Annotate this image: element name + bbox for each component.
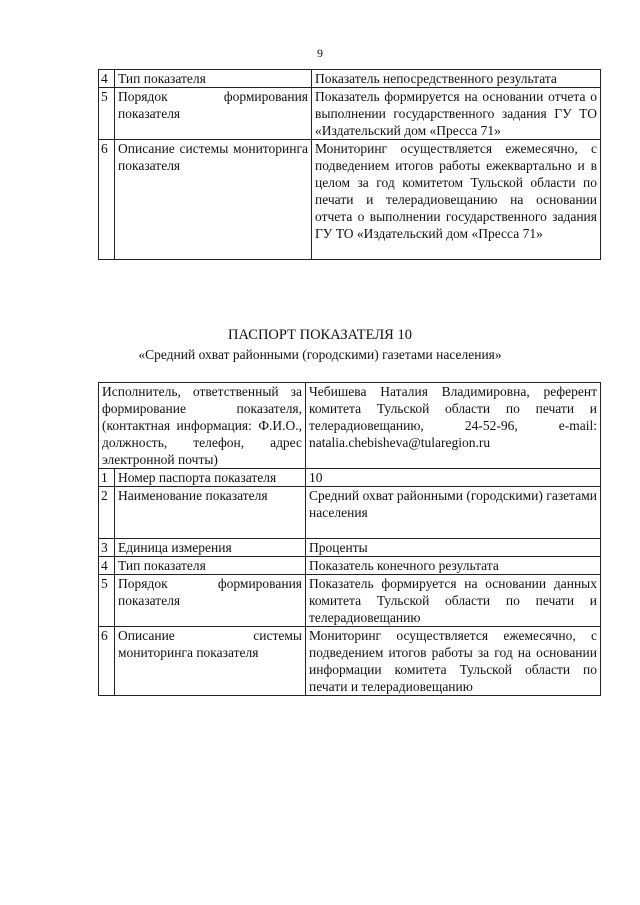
- row-value: Показатель непосредственного результата: [312, 70, 601, 88]
- table-row: [99, 557, 601, 575]
- table-row: [99, 487, 601, 539]
- table-row: [99, 88, 601, 140]
- row-value: Проценты: [306, 539, 601, 557]
- table-row: [99, 575, 601, 627]
- passport-subtitle: «Средний охват районными (городскими) газетами населения»: [138, 347, 502, 362]
- executor-label: Исполнитель, ответственный за формирование показателя, (контактная информация: Ф.И.О., должность, телефон, адрес электронной почты): [99, 383, 306, 469]
- row-value: 10: [306, 469, 601, 487]
- row-value: Показатель формируется на основании отчета о выполнении государственного задания ГУ ТО «Издательский дом «Пресса 71»: [312, 88, 601, 140]
- table-row-header: [99, 383, 601, 469]
- row-number: 4: [99, 70, 115, 88]
- row-value: Показатель формируется на основании данных комитета Тульской области по печати и телерадиовещанию: [306, 575, 601, 627]
- table-row: [99, 469, 601, 487]
- page-number: 9: [317, 46, 323, 60]
- row-number: 1: [99, 469, 115, 487]
- row-number: 5: [99, 88, 115, 140]
- passport-table: [98, 382, 601, 696]
- row-number: 4: [99, 557, 115, 575]
- table-row: [99, 627, 601, 696]
- row-number: 5: [99, 575, 115, 627]
- row-value: Показатель конечного результата: [306, 557, 601, 575]
- row-label: Порядок формирования показателя: [115, 88, 312, 140]
- executor-value: Чебишева Наталия Владимировна, референт комитета Тульской области по печати и телерадиовещанию, 24-52-96, e-mail: natalia.chebisheva@tularegion.ru: [306, 383, 601, 469]
- row-number: 3: [99, 539, 115, 557]
- row-label: Наименование показателя: [115, 487, 306, 539]
- row-value: Мониторинг осуществляется ежемесячно, с подведением итогов работы за год на основании информации комитета Тульской области по печати и телерадиовещанию: [306, 627, 601, 696]
- row-label: Описание системы мониторинга показателя: [115, 627, 306, 696]
- table-row: [99, 70, 601, 88]
- row-label: Тип показателя: [115, 70, 312, 88]
- row-number: 6: [99, 140, 115, 260]
- row-label: Единица измерения: [115, 539, 306, 557]
- table-row: [99, 539, 601, 557]
- row-number: 6: [99, 627, 115, 696]
- row-label: Номер паспорта показателя: [115, 469, 306, 487]
- row-label: Тип показателя: [115, 557, 306, 575]
- row-label: Порядок формирования показателя: [115, 575, 306, 627]
- row-number: 2: [99, 487, 115, 539]
- row-label: Описание системы мониторинга показателя: [115, 140, 312, 260]
- indicator-table-continued: [98, 69, 601, 260]
- row-value: Мониторинг осуществляется ежемесячно, с подведением итогов работы ежеквартально и в целом за год комитетом Тульской области по печати и телерадиовещанию на основании отчета о выполнении государственного задания ГУ ТО «Издательский дом «Пресса 71»: [312, 140, 601, 260]
- row-value: Средний охват районными (городскими) газетами населения: [306, 487, 601, 539]
- passport-title: ПАСПОРТ ПОКАЗАТЕЛЯ 10: [228, 327, 412, 343]
- table-row: [99, 140, 601, 260]
